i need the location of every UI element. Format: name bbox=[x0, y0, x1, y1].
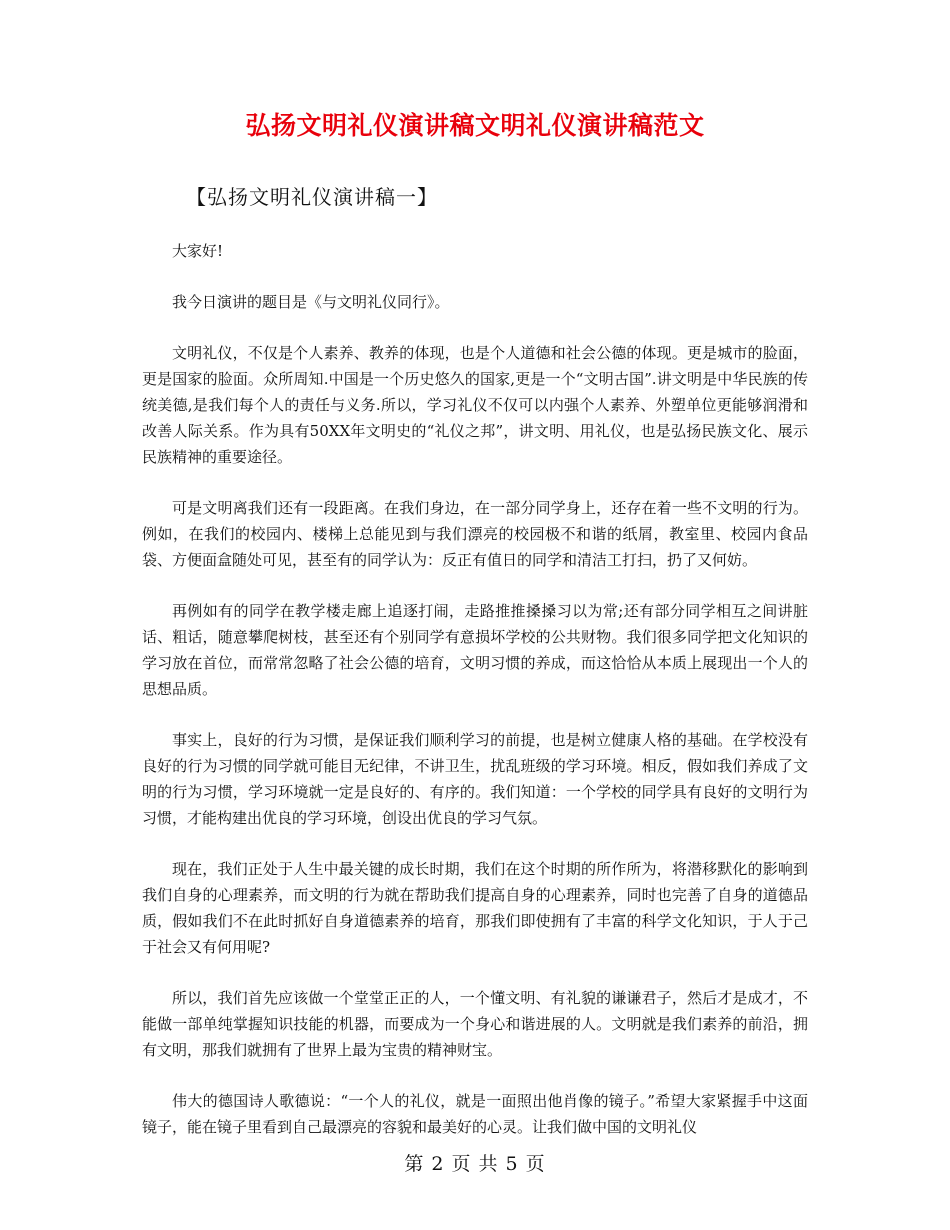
paragraph: 所以，我们首先应该做一个堂堂正正的人，一个懂文明、有礼貌的谦谦君子，然后才是成才，不能做一部单纯掌握知识技能的机器，而要成为一个身心和谐进展的人。文明就是我们素养的前沿，拥有文明，那我们就拥有了世界上最为宝贵的精神财宝。 bbox=[142, 989, 808, 1059]
section-heading: 【弘扬文明礼仪演讲稿一】 bbox=[186, 185, 438, 209]
paragraph: 再例如有的同学在教学楼走廊上追逐打闹，走路推推搡搡习以为常;还有部分同学相互之间讲脏话、粗话，随意攀爬树枝，甚至还有个别同学有意损坏学校的公共财物。我们很多同学把文化知识的学习放在首位，而常常忽略了社会公德的培育，文明习惯的养成，而这恰恰从本质上展现出一个人的思想品质。 bbox=[142, 602, 808, 698]
page-number-footer: 第 2 页 共 5 页 bbox=[404, 1153, 546, 1175]
paragraph: 可是文明离我们还有一段距离。在我们身边，在一部分同学身上，还存在着一些不文明的行为。例如，在我们的校园内、楼梯上总能见到与我们漂亮的校园极不和谐的纸屑，教室里、校园内食品袋、方便面盒随处可见，甚至有的同学认为：反正有值日的同学和清洁工打扫，扔了又何妨。 bbox=[142, 499, 808, 569]
paragraph: 事实上，良好的行为习惯，是保证我们顺利学习的前提，也是树立健康人格的基础。在学校没有良好的行为习惯的同学就可能目无纪律，不讲卫生，扰乱班级的学习环境。相反，假如我们养成了文明的行为习惯，学习环境就一定是良好的、有序的。我们知道：一个学校的同学具有良好的文明行为习惯，才能构建出优良的学习环境，创设出优良的学习气氛。 bbox=[142, 731, 808, 827]
paragraph-topic: 我今日演讲的题目是《与文明礼仪同行》。 bbox=[172, 293, 450, 311]
page-title: 弘扬文明礼仪演讲稿文明礼仪演讲稿范文 bbox=[245, 111, 705, 140]
paragraph: 伟大的德国诗人歌德说：“一个人的礼仪，就是一面照出他肖像的镜子。”希望大家紧握手中这面镜子，能在镜子里看到自己最漂亮的容貌和最美好的心灵。让我们做中国的文明礼仪 bbox=[142, 1092, 808, 1136]
paragraph: 文明礼仪，不仅是个人素养、教养的体现，也是个人道德和社会公德的体现。更是城市的脸面，更是国家的脸面。众所周知.中国是一个历史悠久的国家,更是一个“文明古国”.讲文明是中华民族的传统美德,是我们每个人的责任与义务.所以，学习礼仪不仅可以内强个人素养、外塑单位更能够润滑和改善人际关系。作为具有50XX年文明史的“礼仪之邦”，讲文明、用礼仪，也是弘扬民族文化、展示民族精神的重要途径。 bbox=[142, 344, 808, 466]
paragraph: 现在，我们正处于人生中最关键的成长时期，我们在这个时期的所作所为，将潜移默化的影响到我们自身的心理素养，而文明的行为就在帮助我们提高自身的心理素养，同时也完善了自身的道德品质，假如我们不在此时抓好自身道德素养的培育，那我们即使拥有了丰富的科学文化知识，于人于己于社会又有何用呢? bbox=[142, 860, 808, 956]
document-body bbox=[142, 238, 808, 1165]
paragraph-greeting: 大家好! bbox=[172, 242, 224, 260]
